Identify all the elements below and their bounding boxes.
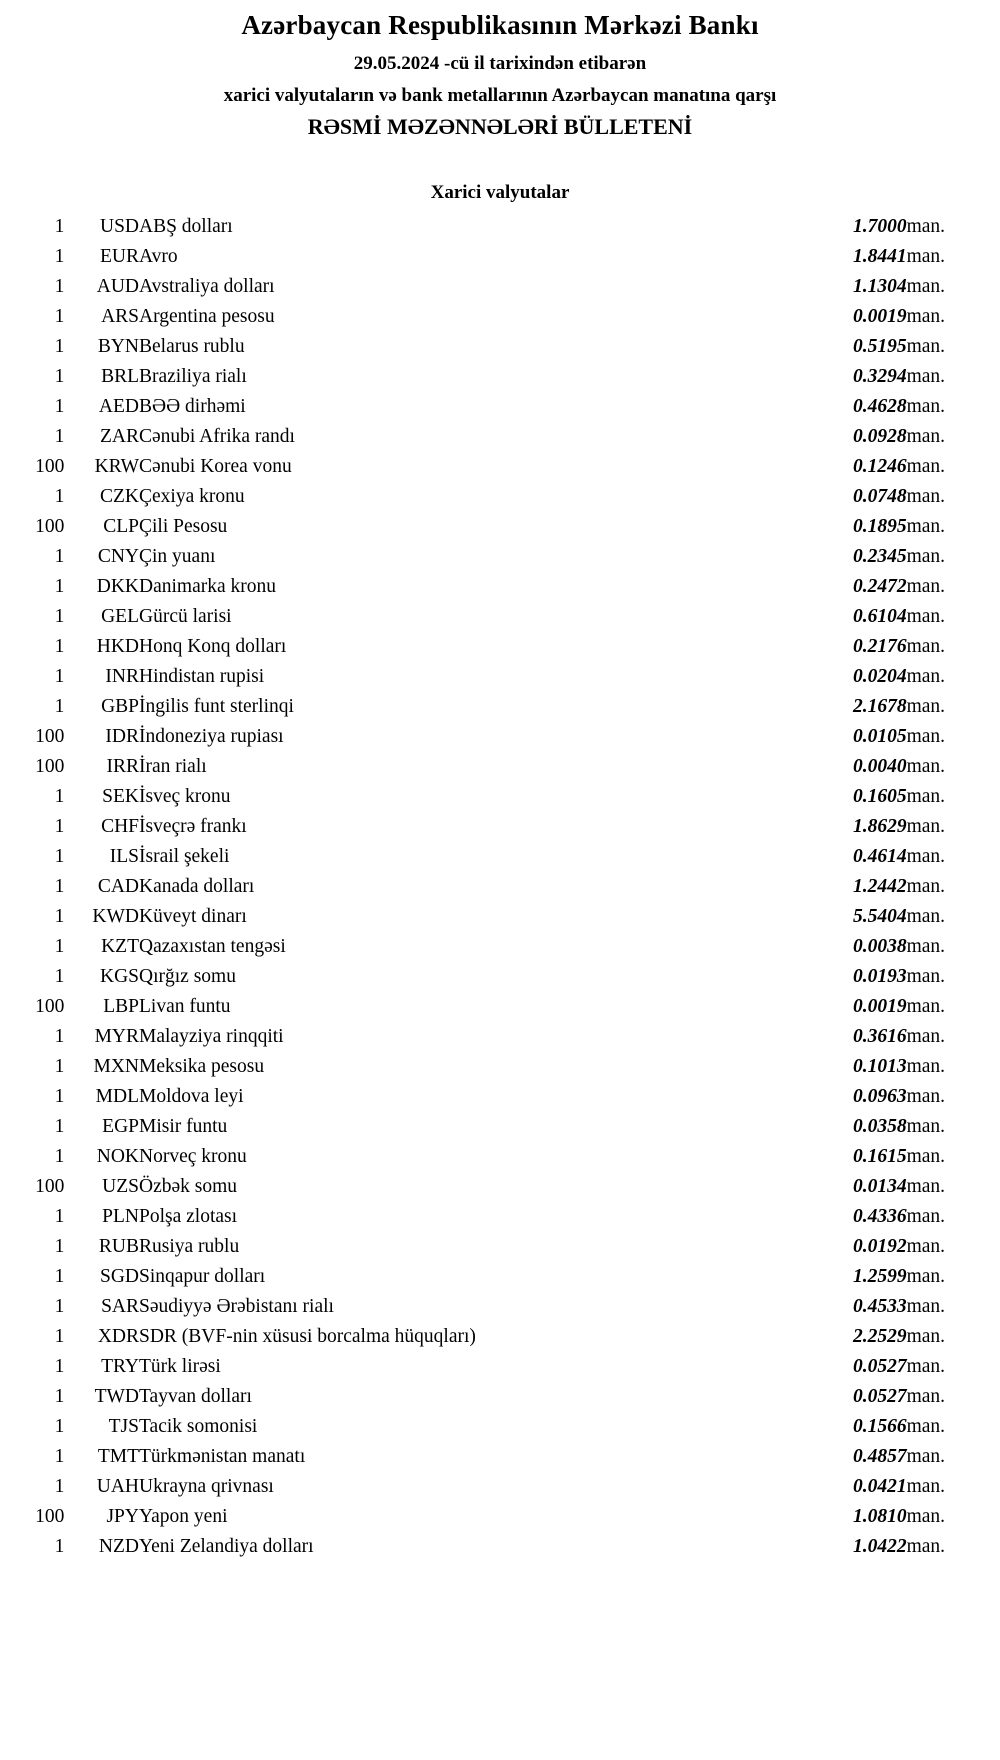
currency-quantity: 1 — [54, 576, 65, 598]
table-row — [0, 992, 1000, 1022]
currency-code: INR — [105, 666, 139, 688]
currency-unit-label: man. — [906, 876, 946, 898]
currency-unit-label: man. — [906, 396, 946, 418]
table-row — [0, 452, 1000, 482]
currency-name: Cənubi Afrika randı — [139, 426, 295, 448]
currency-quantity: 1 — [54, 366, 65, 388]
currency-code: BRL — [101, 366, 139, 388]
currency-unit-label: man. — [906, 1176, 946, 1198]
table-row — [0, 1412, 1000, 1442]
currency-quantity: 1 — [54, 1356, 65, 1378]
bulletin-title: RƏSMİ MƏZƏNNƏLƏRİ BÜLLETENİ — [307, 113, 693, 139]
currency-rate: 0.2176 — [852, 636, 907, 658]
exchange-rates-table — [0, 212, 1000, 1562]
currency-rate: 1.2442 — [852, 876, 907, 898]
currency-rate: 2.1678 — [852, 696, 907, 718]
table-row — [0, 1292, 1000, 1322]
table-row — [0, 1472, 1000, 1502]
currency-name: İran rialı — [139, 756, 207, 778]
table-row — [0, 902, 1000, 932]
currency-rate: 0.0193 — [852, 966, 907, 988]
currency-name: Gürcü larisi — [139, 606, 232, 628]
currency-name: Ukrayna qrivnası — [139, 1476, 274, 1498]
currency-unit-label: man. — [906, 636, 946, 658]
currency-name: İndoneziya rupiası — [139, 726, 284, 748]
currency-quantity: 100 — [35, 756, 65, 778]
table-row — [0, 362, 1000, 392]
currency-code: KWD — [92, 906, 139, 928]
table-row — [0, 1142, 1000, 1172]
table-row — [0, 512, 1000, 542]
currency-unit-label: man. — [906, 906, 946, 928]
currency-unit-label: man. — [906, 516, 946, 538]
currency-code: CZK — [100, 486, 139, 508]
currency-rate: 0.0928 — [852, 426, 907, 448]
table-row — [0, 542, 1000, 572]
currency-quantity: 1 — [54, 546, 65, 568]
currency-rate: 1.0810 — [852, 1506, 907, 1528]
currency-code: UAH — [96, 1476, 139, 1498]
table-row — [0, 332, 1000, 362]
currency-unit-label: man. — [906, 726, 946, 748]
currency-code: EGP — [102, 1116, 139, 1138]
currency-code: IDR — [105, 726, 139, 748]
currency-rate: 0.0038 — [852, 936, 907, 958]
currency-unit-label: man. — [906, 606, 946, 628]
currency-rate: 0.4614 — [852, 846, 907, 868]
currency-name: Türkmənistan manatı — [139, 1446, 306, 1468]
currency-unit-label: man. — [906, 246, 946, 268]
currency-unit-label: man. — [906, 1296, 946, 1318]
table-row — [0, 1172, 1000, 1202]
currency-code: NOK — [96, 1146, 139, 1168]
currency-quantity: 1 — [54, 1536, 65, 1558]
bank-title: Azərbaycan Respublikasının Mərkəzi Bankı — [241, 10, 759, 40]
currency-rate: 0.2472 — [852, 576, 907, 598]
currency-name: ABŞ dolları — [139, 216, 233, 238]
currency-rate: 2.2529 — [852, 1326, 907, 1348]
currency-code: UZS — [102, 1176, 139, 1198]
currency-rate: 0.4336 — [852, 1206, 907, 1228]
currency-code: ILS — [109, 846, 139, 868]
currency-name: Malayziya rinqqiti — [139, 1026, 284, 1048]
currency-rate: 0.6104 — [852, 606, 907, 628]
currency-rate: 0.0358 — [852, 1116, 907, 1138]
currency-code: KRW — [94, 456, 139, 478]
currency-quantity: 100 — [35, 456, 65, 478]
currency-code: MDL — [95, 1086, 139, 1108]
currency-name: Danimarka kronu — [139, 576, 276, 598]
table-row — [0, 782, 1000, 812]
currency-code: PLN — [102, 1206, 139, 1228]
currency-code: MXN — [93, 1056, 139, 1078]
currency-quantity: 1 — [54, 246, 65, 268]
currency-quantity: 1 — [54, 936, 65, 958]
currency-code: TRY — [101, 1356, 139, 1378]
table-row — [0, 1382, 1000, 1412]
currency-name: İngilis funt sterlinqi — [139, 696, 294, 718]
currency-rate: 0.1615 — [852, 1146, 907, 1168]
currency-quantity: 1 — [54, 666, 65, 688]
currency-rate: 0.0192 — [852, 1236, 907, 1258]
table-row — [0, 722, 1000, 752]
currency-rate: 0.4857 — [852, 1446, 907, 1468]
currency-name: Türk lirəsi — [139, 1356, 221, 1378]
currency-unit-label: man. — [906, 1086, 946, 1108]
currency-code: TMT — [97, 1446, 139, 1468]
currency-rate: 0.0134 — [852, 1176, 907, 1198]
currency-unit-label: man. — [906, 996, 946, 1018]
currency-name: Moldova leyi — [139, 1086, 244, 1108]
currency-rate: 1.7000 — [852, 216, 907, 238]
currency-code: CNY — [97, 546, 139, 568]
currency-quantity: 1 — [54, 336, 65, 358]
table-row — [0, 602, 1000, 632]
currency-quantity: 1 — [54, 846, 65, 868]
document-subtitle: xarici valyutaların və bank metallarının Azərbaycan manatına qarşı — [223, 84, 777, 106]
currency-quantity: 100 — [35, 516, 65, 538]
currency-code: GEL — [101, 606, 139, 628]
currency-unit-label: man. — [906, 1326, 946, 1348]
currency-unit-label: man. — [906, 846, 946, 868]
currency-quantity: 1 — [54, 1116, 65, 1138]
currency-name: Səudiyyə Ərəbistanı rialı — [139, 1296, 334, 1318]
currency-code: KGS — [99, 966, 139, 988]
currency-name: Misir funtu — [139, 1116, 228, 1138]
currency-code: ZAR — [100, 426, 139, 448]
table-row — [0, 482, 1000, 512]
section-title-foreign-currencies: Xarici valyutalar — [430, 182, 570, 204]
table-row — [0, 1532, 1000, 1562]
currency-name: Yapon yeni — [139, 1506, 228, 1528]
currency-quantity: 1 — [54, 486, 65, 508]
currency-name: İsrail şekeli — [139, 846, 230, 868]
currency-code: AUD — [96, 276, 139, 298]
currency-name: Çin yuanı — [139, 546, 216, 568]
currency-name: Norveç kronu — [139, 1146, 247, 1168]
currency-code: CHF — [101, 816, 139, 838]
currency-rate: 0.0527 — [852, 1356, 907, 1378]
table-row — [0, 842, 1000, 872]
currency-quantity: 1 — [54, 426, 65, 448]
currency-rate: 1.1304 — [852, 276, 907, 298]
currency-quantity: 1 — [54, 1326, 65, 1348]
table-row — [0, 392, 1000, 422]
currency-code: CAD — [97, 876, 139, 898]
currency-code: LBP — [103, 996, 139, 1018]
currency-unit-label: man. — [906, 936, 946, 958]
table-row — [0, 872, 1000, 902]
currency-code: KZT — [101, 936, 139, 958]
currency-code: JPY — [106, 1506, 139, 1528]
currency-unit-label: man. — [906, 786, 946, 808]
currency-name: Küveyt dinarı — [139, 906, 247, 928]
currency-unit-label: man. — [906, 1356, 946, 1378]
effective-date-line: 29.05.2024 -cü il tarixindən etibarən — [353, 53, 647, 75]
currency-name: Meksika pesosu — [139, 1056, 265, 1078]
table-row — [0, 662, 1000, 692]
currency-rate: 0.0019 — [852, 996, 907, 1018]
currency-unit-label: man. — [906, 1416, 946, 1438]
table-row — [0, 692, 1000, 722]
currency-quantity: 1 — [54, 276, 65, 298]
currency-name: BƏƏ dirhəmi — [139, 396, 246, 418]
currency-quantity: 1 — [54, 396, 65, 418]
currency-rate: 0.0105 — [852, 726, 907, 748]
currency-name: İsveçrə frankı — [139, 816, 247, 838]
currency-name: Kanada dolları — [139, 876, 255, 898]
table-row — [0, 1082, 1000, 1112]
currency-code: IRR — [106, 756, 139, 778]
currency-rate: 0.1895 — [852, 516, 907, 538]
currency-rate: 0.4628 — [852, 396, 907, 418]
currency-code: EUR — [100, 246, 139, 268]
currency-unit-label: man. — [906, 336, 946, 358]
currency-unit-label: man. — [906, 966, 946, 988]
currency-rate: 0.1246 — [852, 456, 907, 478]
currency-unit-label: man. — [906, 1236, 946, 1258]
document-header — [0, 0, 1000, 140]
currency-quantity: 1 — [54, 696, 65, 718]
table-row — [0, 242, 1000, 272]
currency-code: SEK — [102, 786, 139, 808]
table-row — [0, 1262, 1000, 1292]
currency-name: Çili Pesosu — [139, 516, 228, 538]
currency-rate: 0.4533 — [852, 1296, 907, 1318]
table-row — [0, 632, 1000, 662]
currency-quantity: 1 — [54, 1236, 65, 1258]
currency-rate: 0.0421 — [852, 1476, 907, 1498]
currency-unit-label: man. — [906, 1536, 946, 1558]
currency-code: ARS — [101, 306, 139, 328]
currency-name: Tayvan dolları — [139, 1386, 252, 1408]
currency-rate: 0.0748 — [852, 486, 907, 508]
currency-name: Çexiya kronu — [139, 486, 245, 508]
currency-unit-label: man. — [906, 1146, 946, 1168]
currency-code: XDR — [97, 1326, 139, 1348]
currency-quantity: 1 — [54, 1446, 65, 1468]
currency-quantity: 1 — [54, 876, 65, 898]
currency-rate: 0.1566 — [852, 1416, 907, 1438]
currency-unit-label: man. — [906, 216, 946, 238]
currency-quantity: 1 — [54, 1386, 65, 1408]
currency-rate: 0.2345 — [852, 546, 907, 568]
table-row — [0, 1442, 1000, 1472]
table-row — [0, 932, 1000, 962]
currency-code: RUB — [98, 1236, 139, 1258]
currency-quantity: 1 — [54, 816, 65, 838]
table-row — [0, 1232, 1000, 1262]
currency-unit-label: man. — [906, 1266, 946, 1288]
currency-code: SGD — [99, 1266, 139, 1288]
currency-rate: 1.0422 — [852, 1536, 907, 1558]
currency-unit-label: man. — [906, 1056, 946, 1078]
currency-unit-label: man. — [906, 276, 946, 298]
currency-quantity: 1 — [54, 966, 65, 988]
currency-name: Yeni Zelandiya dolları — [139, 1536, 314, 1558]
currency-rate: 1.2599 — [852, 1266, 907, 1288]
currency-unit-label: man. — [906, 1206, 946, 1228]
currency-code: USD — [99, 216, 139, 238]
currency-name: Qırğız somu — [139, 966, 236, 988]
currency-name: SDR (BVF-nin xüsusi borcalma hüquqları) — [139, 1326, 476, 1348]
currency-unit-label: man. — [906, 1476, 946, 1498]
currency-quantity: 1 — [54, 306, 65, 328]
currency-rate: 0.0019 — [852, 306, 907, 328]
currency-code: TWD — [94, 1386, 139, 1408]
table-row — [0, 572, 1000, 602]
currency-rate: 5.5404 — [852, 906, 907, 928]
currency-quantity: 100 — [35, 1176, 65, 1198]
currency-rate: 0.1605 — [852, 786, 907, 808]
currency-unit-label: man. — [906, 426, 946, 448]
currency-quantity: 1 — [54, 1146, 65, 1168]
currency-name: Avro — [139, 246, 178, 268]
currency-quantity: 1 — [54, 606, 65, 628]
currency-quantity: 1 — [54, 786, 65, 808]
currency-name: Argentina pesosu — [139, 306, 275, 328]
currency-unit-label: man. — [906, 1506, 946, 1528]
currency-quantity: 100 — [35, 996, 65, 1018]
currency-name: Hindistan rupisi — [139, 666, 265, 688]
table-row — [0, 1112, 1000, 1142]
currency-unit-label: man. — [906, 1026, 946, 1048]
currency-quantity: 1 — [54, 636, 65, 658]
currency-name: İsveç kronu — [139, 786, 231, 808]
currency-name: Özbək somu — [139, 1176, 238, 1198]
table-row — [0, 422, 1000, 452]
currency-unit-label: man. — [906, 756, 946, 778]
table-row — [0, 1322, 1000, 1352]
currency-rate: 1.8629 — [852, 816, 907, 838]
currency-name: Cənubi Korea vonu — [139, 456, 292, 478]
table-row — [0, 962, 1000, 992]
currency-unit-label: man. — [906, 1386, 946, 1408]
currency-quantity: 1 — [54, 216, 65, 238]
table-row — [0, 752, 1000, 782]
currency-code: NZD — [98, 1536, 139, 1558]
currency-rate: 0.0963 — [852, 1086, 907, 1108]
currency-quantity: 100 — [35, 1506, 65, 1528]
currency-unit-label: man. — [906, 666, 946, 688]
currency-quantity: 1 — [54, 1476, 65, 1498]
table-row — [0, 812, 1000, 842]
currency-name: Avstraliya dolları — [139, 276, 275, 298]
currency-unit-label: man. — [906, 1116, 946, 1138]
currency-rate: 0.3616 — [852, 1026, 907, 1048]
currency-name: Qazaxıstan tengəsi — [139, 936, 286, 958]
currency-quantity: 1 — [54, 1026, 65, 1048]
currency-quantity: 1 — [54, 1266, 65, 1288]
currency-name: Braziliya rialı — [139, 366, 247, 388]
currency-rate: 1.8441 — [852, 246, 907, 268]
currency-rate: 0.3294 — [852, 366, 907, 388]
currency-quantity: 1 — [54, 1206, 65, 1228]
table-row — [0, 302, 1000, 332]
table-row — [0, 1202, 1000, 1232]
currency-unit-label: man. — [906, 486, 946, 508]
currency-unit-label: man. — [906, 546, 946, 568]
currency-code: AED — [98, 396, 139, 418]
currency-rate: 0.0040 — [852, 756, 907, 778]
currency-quantity: 1 — [54, 1296, 65, 1318]
table-row — [0, 1502, 1000, 1532]
currency-rate: 0.5195 — [852, 336, 907, 358]
currency-code: BYN — [97, 336, 139, 358]
currency-code: GBP — [101, 696, 139, 718]
currency-unit-label: man. — [906, 576, 946, 598]
currency-code: SAR — [101, 1296, 139, 1318]
currency-quantity: 1 — [54, 906, 65, 928]
currency-name: Honq Konq dolları — [139, 636, 287, 658]
currency-name: Rusiya rublu — [139, 1236, 240, 1258]
currency-unit-label: man. — [906, 366, 946, 388]
currency-rate: 0.1013 — [852, 1056, 907, 1078]
currency-rate: 0.0527 — [852, 1386, 907, 1408]
currency-code: MYR — [94, 1026, 139, 1048]
currency-quantity: 1 — [54, 1416, 65, 1438]
table-row — [0, 272, 1000, 302]
currency-code: CLP — [103, 516, 139, 538]
currency-quantity: 100 — [35, 726, 65, 748]
currency-code: DKK — [96, 576, 139, 598]
currency-code: TJS — [108, 1416, 139, 1438]
currency-name: Livan funtu — [139, 996, 231, 1018]
currency-unit-label: man. — [906, 696, 946, 718]
currency-rate: 0.0204 — [852, 666, 907, 688]
currency-unit-label: man. — [906, 816, 946, 838]
currency-name: Polşa zlotası — [139, 1206, 238, 1228]
table-row — [0, 212, 1000, 242]
currency-unit-label: man. — [906, 456, 946, 478]
currency-name: Tacik somonisi — [139, 1416, 258, 1438]
currency-name: Belarus rublu — [139, 336, 245, 358]
currency-unit-label: man. — [906, 306, 946, 328]
currency-quantity: 1 — [54, 1056, 65, 1078]
currency-name: Sinqapur dolları — [139, 1266, 266, 1288]
table-row — [0, 1352, 1000, 1382]
table-row — [0, 1022, 1000, 1052]
currency-code: HKD — [96, 636, 139, 658]
currency-unit-label: man. — [906, 1446, 946, 1468]
table-row — [0, 1052, 1000, 1082]
currency-quantity: 1 — [54, 1086, 65, 1108]
